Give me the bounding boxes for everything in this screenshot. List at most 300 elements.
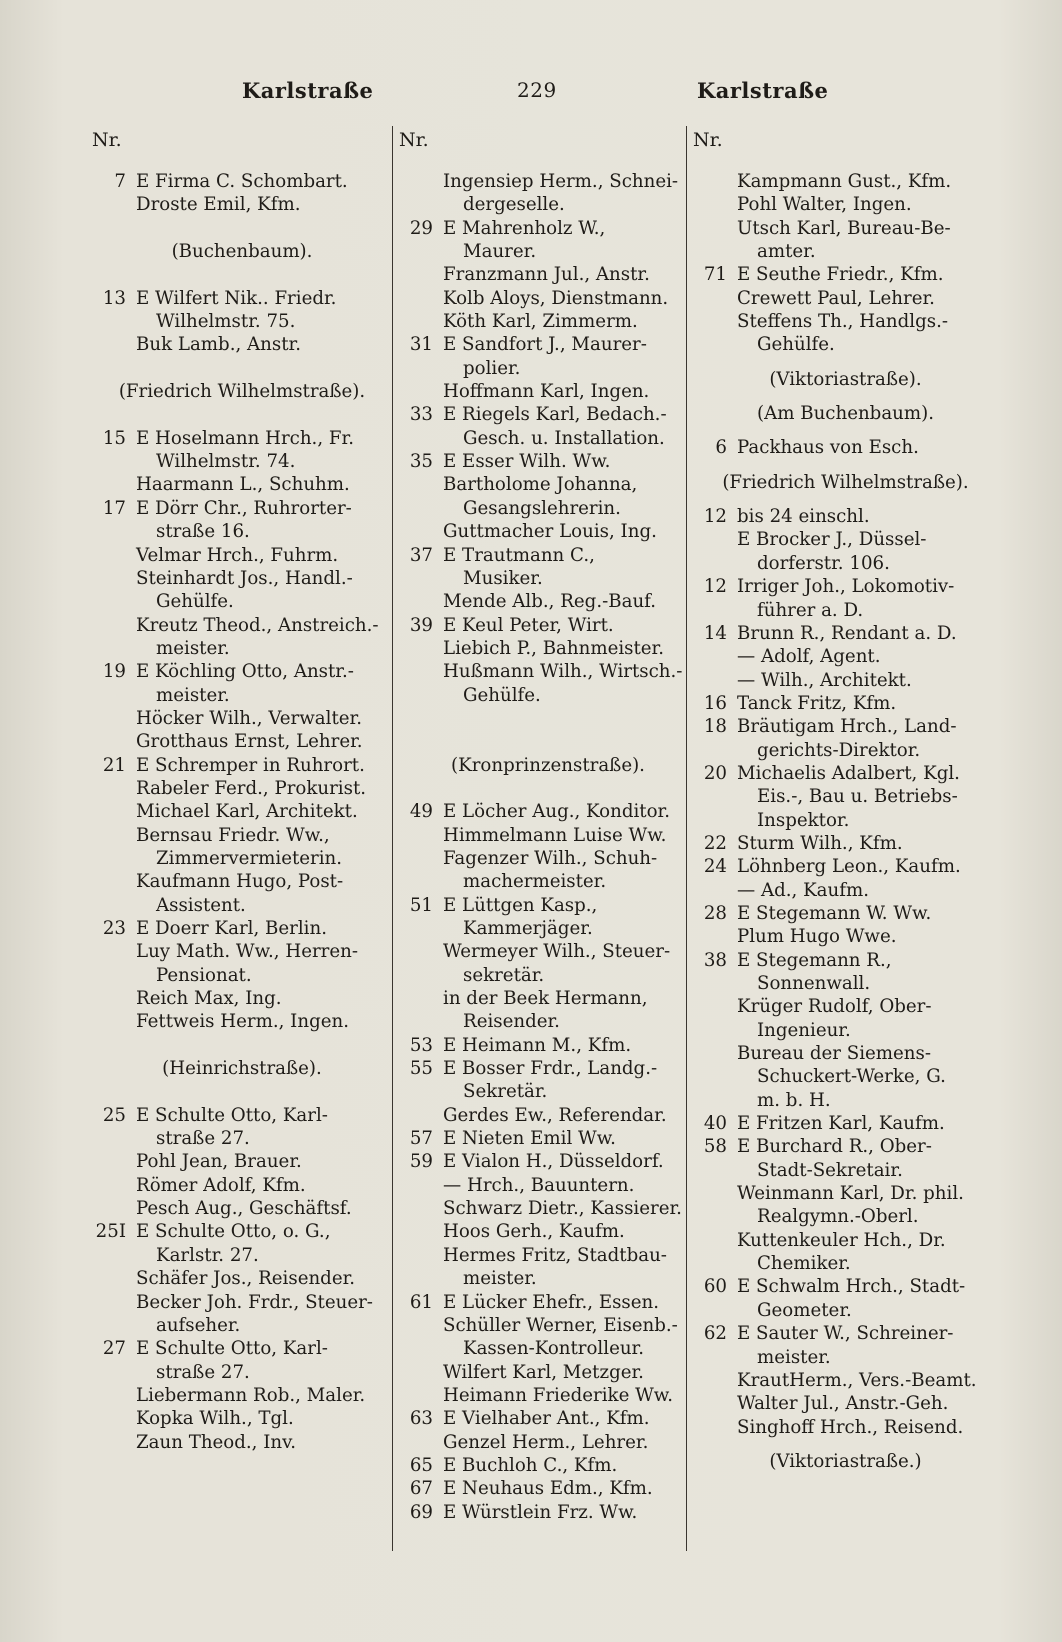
house-number: 71 bbox=[703, 264, 727, 286]
entry-text: meister. bbox=[156, 637, 230, 659]
directory-entry bbox=[92, 940, 392, 963]
spacer bbox=[399, 707, 697, 730]
directory-entry bbox=[693, 240, 998, 263]
entry-text: Höcker Wilh., Verwalter. bbox=[136, 707, 363, 729]
directory-entry bbox=[92, 1104, 392, 1127]
directory-entry bbox=[92, 987, 392, 1010]
entry-text: Maurer. bbox=[463, 241, 537, 263]
entry-text: Utsch Karl, Bureau-Be- bbox=[737, 217, 951, 239]
directory-entry bbox=[399, 1010, 697, 1033]
directory-entry bbox=[92, 1220, 392, 1243]
entry-text: Hoffmann Karl, Ingen. bbox=[443, 381, 650, 403]
entry-text: Gehülfe. bbox=[463, 684, 541, 706]
directory-entry bbox=[693, 193, 998, 216]
directory-entry bbox=[693, 1135, 998, 1158]
house-number: 31 bbox=[409, 334, 433, 356]
spacer bbox=[92, 357, 392, 380]
cross-street-heading bbox=[92, 380, 392, 403]
directory-entry bbox=[92, 1174, 392, 1197]
entry-text: meister. bbox=[156, 684, 230, 706]
entry-text: E Vialon H., Düsseldorf. bbox=[443, 1151, 664, 1173]
directory-entry bbox=[399, 403, 697, 426]
house-number: 33 bbox=[409, 404, 433, 426]
entry-text: Gehülfe. bbox=[757, 334, 835, 356]
entry-text: Hoos Gerh., Kaufm. bbox=[443, 1221, 625, 1243]
entry-text: Schwarz Dietr., Kassierer. bbox=[443, 1198, 682, 1220]
house-number: 15 bbox=[102, 427, 126, 449]
directory-entry bbox=[399, 567, 697, 590]
directory-entry bbox=[693, 715, 998, 738]
directory-entry bbox=[92, 1407, 392, 1430]
directory-entry bbox=[92, 1291, 392, 1314]
spacer bbox=[92, 1034, 392, 1057]
entry-text: E Doerr Karl, Berlin. bbox=[136, 918, 327, 939]
directory-entry bbox=[693, 902, 998, 925]
entry-text: Karlstr. 27. bbox=[156, 1244, 259, 1266]
directory-entry bbox=[399, 473, 697, 496]
spacer bbox=[92, 403, 392, 426]
directory-entry bbox=[399, 1244, 697, 1267]
entry-text: Heimann Friederike Ww. bbox=[443, 1384, 673, 1406]
house-number: 20 bbox=[703, 762, 727, 784]
directory-entry bbox=[399, 1454, 697, 1477]
running-header-left: Karlstraße bbox=[242, 78, 374, 103]
directory-entry bbox=[693, 599, 998, 622]
entry-text: Grotthaus Ernst, Lehrer. bbox=[136, 731, 363, 753]
entry-text: Realgymn.-Oberl. bbox=[757, 1206, 919, 1228]
directory-entry bbox=[693, 528, 998, 551]
house-number: 53 bbox=[409, 1034, 433, 1056]
entry-text: E Schulte Otto, Karl- bbox=[136, 1338, 328, 1360]
entry-text: — Adolf, Agent. bbox=[737, 646, 881, 668]
house-number: 12 bbox=[703, 506, 727, 528]
entry-text: Singhoff Hrch., Reisend. bbox=[737, 1416, 964, 1438]
entry-text: Liebermann Rob., Maler. bbox=[136, 1384, 366, 1406]
cross-street-name: (Am Buchenbaum). bbox=[756, 403, 935, 425]
spacer bbox=[693, 357, 998, 368]
house-number: 65 bbox=[409, 1454, 433, 1476]
entry-text: E Stegemann W. Ww. bbox=[737, 902, 932, 924]
directory-entry bbox=[693, 1089, 998, 1112]
directory-entry bbox=[693, 552, 998, 575]
directory-entry bbox=[399, 800, 697, 823]
directory-entry bbox=[92, 193, 392, 216]
directory-entry bbox=[399, 520, 697, 543]
directory-entry bbox=[399, 637, 697, 660]
entry-text: Löhnberg Leon., Kaufm. bbox=[737, 856, 961, 878]
spacer bbox=[92, 1080, 392, 1103]
directory-entry bbox=[399, 217, 697, 240]
cross-street-heading bbox=[693, 1450, 998, 1473]
directory-entry bbox=[92, 590, 392, 613]
entry-text: Weinmann Karl, Dr. phil. bbox=[737, 1183, 964, 1205]
house-number: 17 bbox=[102, 497, 126, 519]
house-number: 23 bbox=[102, 918, 126, 939]
entry-text: E Fritzen Karl, Kaufm. bbox=[737, 1113, 945, 1135]
entry-text: Bernsau Friedr. Ww., bbox=[136, 824, 330, 846]
entry-text: Packhaus von Esch. bbox=[737, 437, 919, 459]
entry-text: Köth Karl, Zimmerm. bbox=[443, 311, 638, 333]
column-1 bbox=[92, 126, 392, 1551]
entry-text: führer a. D. bbox=[757, 599, 864, 621]
entry-text: KrautHerm., Vers.-Beamt. bbox=[737, 1369, 977, 1391]
directory-entry bbox=[399, 870, 697, 893]
entry-text: E Neuhaus Edm., Kfm. bbox=[443, 1478, 653, 1500]
entry-text: Schäfer Jos., Reisender. bbox=[136, 1268, 356, 1290]
spacer bbox=[399, 777, 697, 800]
directory-entry bbox=[399, 1057, 697, 1080]
entry-text: Krüger Rudolf, Ober- bbox=[737, 996, 932, 1018]
directory-entry bbox=[399, 263, 697, 286]
house-number: 7 bbox=[114, 171, 126, 192]
directory-entry bbox=[92, 1127, 392, 1150]
spacer bbox=[399, 730, 697, 753]
spacer bbox=[693, 494, 998, 505]
entry-text: Zimmervermieterin. bbox=[156, 847, 343, 869]
directory-entry bbox=[92, 730, 392, 753]
entry-text: E Nieten Emil Ww. bbox=[443, 1128, 616, 1150]
house-number: 16 bbox=[703, 692, 727, 714]
house-number: 27 bbox=[102, 1338, 126, 1360]
entry-text: aufseher. bbox=[156, 1314, 241, 1336]
entry-text: Gesch. u. Installation. bbox=[463, 427, 665, 449]
directory-entry bbox=[693, 1042, 998, 1065]
directory-entry bbox=[399, 193, 697, 216]
entry-text: — Ad., Kaufm. bbox=[737, 879, 869, 901]
entry-text: E Lücker Ehefr., Essen. bbox=[443, 1291, 660, 1313]
house-number: 14 bbox=[703, 622, 727, 644]
directory-entry bbox=[92, 170, 392, 193]
directory-entry bbox=[693, 310, 998, 333]
entry-text: Kammerjäger. bbox=[463, 918, 593, 939]
entry-text: Liebich P., Bahnmeister. bbox=[443, 637, 665, 659]
entry-text: Brunn R., Rendant a. D. bbox=[737, 622, 957, 644]
directory-entry bbox=[399, 287, 697, 310]
entry-text: Wilfert Karl, Metzger. bbox=[443, 1361, 644, 1383]
house-number: 62 bbox=[703, 1323, 727, 1345]
entry-text: E Riegels Karl, Bedach.- bbox=[443, 404, 667, 426]
cross-street-name: (Friedrich Wilhelmstraße). bbox=[118, 381, 366, 403]
directory-entry bbox=[92, 1010, 392, 1033]
directory-entry bbox=[92, 707, 392, 730]
spacer bbox=[693, 1439, 998, 1450]
directory-entry bbox=[693, 832, 998, 855]
directory-entry bbox=[399, 1104, 697, 1127]
house-number: 69 bbox=[409, 1501, 433, 1523]
directory-entry bbox=[693, 1416, 998, 1439]
entry-text: Pesch Aug., Geschäftsf. bbox=[136, 1198, 352, 1220]
house-number: 24 bbox=[703, 856, 727, 878]
directory-entry bbox=[92, 870, 392, 893]
directory-entry bbox=[693, 1275, 998, 1298]
directory-entry bbox=[92, 1150, 392, 1173]
entry-text: E Hoselmann Hrch., Fr. bbox=[136, 427, 354, 449]
house-number: 25 bbox=[102, 1104, 126, 1126]
directory-entry bbox=[693, 1299, 998, 1322]
entry-text: Ingenieur. bbox=[757, 1019, 851, 1041]
entry-text: Zaun Theod., Inv. bbox=[136, 1431, 297, 1453]
entry-text: E Burchard R., Ober- bbox=[737, 1136, 932, 1158]
directory-entry bbox=[399, 1150, 697, 1173]
house-number: 55 bbox=[409, 1058, 433, 1080]
entry-text: E Seuthe Friedr., Kfm. bbox=[737, 264, 944, 286]
entry-text: Ingensiep Herm., Schnei- bbox=[443, 171, 679, 192]
directory-entry bbox=[399, 894, 697, 917]
entry-text: Becker Joh. Frdr., Steuer- bbox=[136, 1291, 373, 1313]
directory-entry bbox=[399, 310, 697, 333]
directory-entry bbox=[693, 622, 998, 645]
directory-entry bbox=[399, 660, 697, 683]
directory-entry bbox=[693, 1205, 998, 1228]
directory-entry bbox=[399, 1220, 697, 1243]
entry-text: E Trautmann C., bbox=[443, 544, 595, 566]
spacer bbox=[92, 263, 392, 286]
entry-text: E Buchloh C., Kfm. bbox=[443, 1454, 618, 1476]
directory-entry bbox=[92, 310, 392, 333]
directory-entry bbox=[92, 1267, 392, 1290]
entry-text: E Vielhaber Ant., Kfm. bbox=[443, 1408, 650, 1430]
spacer bbox=[693, 425, 998, 436]
entry-text: polier. bbox=[463, 357, 521, 379]
house-number: 38 bbox=[703, 949, 727, 971]
house-number: 28 bbox=[703, 902, 727, 924]
directory-entry bbox=[693, 645, 998, 668]
entry-text: E Mahrenholz W., bbox=[443, 217, 606, 239]
directory-entry bbox=[399, 614, 697, 637]
entry-text: Himmelmann Luise Ww. bbox=[443, 824, 667, 846]
entry-text: Genzel Herm., Lehrer. bbox=[443, 1431, 649, 1453]
directory-entry bbox=[399, 847, 697, 870]
cross-street-name: (Viktoriastraße). bbox=[769, 368, 922, 390]
entry-text: in der Beek Hermann, bbox=[443, 988, 648, 1010]
directory-entry bbox=[693, 1369, 998, 1392]
house-number: 21 bbox=[102, 754, 126, 776]
entry-text: E Würstlein Frz. Ww. bbox=[443, 1501, 638, 1523]
entry-text: Gerdes Ew., Referendar. bbox=[443, 1104, 667, 1126]
cross-street-heading bbox=[92, 1057, 392, 1080]
cross-street-heading bbox=[693, 402, 998, 425]
entry-text: Buk Lamb., Anstr. bbox=[136, 334, 302, 356]
entry-text: Pensionat. bbox=[156, 964, 252, 986]
entry-text: Sturm Wilh., Kfm. bbox=[737, 832, 903, 854]
directory-entry bbox=[693, 669, 998, 692]
house-number: 61 bbox=[409, 1291, 433, 1313]
entry-text: Mende Alb., Reg.-Bauf. bbox=[443, 591, 657, 613]
directory-entry bbox=[399, 1361, 697, 1384]
entry-text: Guttmacher Louis, Ing. bbox=[443, 521, 657, 543]
directory-entry bbox=[693, 1346, 998, 1369]
cross-street-heading bbox=[693, 368, 998, 391]
entry-text: E Schulte Otto, o. G., bbox=[136, 1221, 331, 1243]
entry-text: amter. bbox=[757, 241, 816, 263]
entry-text: Hußmann Wilh., Wirtsch.- bbox=[443, 661, 683, 683]
entry-text: Eis.-, Bau u. Betriebs- bbox=[757, 786, 958, 808]
entry-text: Kampmann Gust., Kfm. bbox=[737, 171, 952, 192]
directory-entry bbox=[399, 684, 697, 707]
entry-text: Luy Math. Ww., Herren- bbox=[136, 941, 358, 963]
entry-text: Schuckert-Werke, G. bbox=[757, 1066, 946, 1088]
spacer bbox=[92, 217, 392, 240]
directory-entry bbox=[693, 170, 998, 193]
house-number: 58 bbox=[703, 1136, 727, 1158]
column-nr-label: Nr. bbox=[399, 129, 429, 151]
entry-text: Bräutigam Hrch., Land- bbox=[737, 716, 957, 738]
directory-entry bbox=[92, 684, 392, 707]
entry-text: Fagenzer Wilh., Schuh- bbox=[443, 847, 658, 869]
entry-text: Kassen-Kontrolleur. bbox=[463, 1338, 645, 1360]
house-number: 57 bbox=[409, 1128, 433, 1150]
directory-entry bbox=[92, 847, 392, 870]
entry-text: dorferstr. 106. bbox=[757, 552, 890, 574]
directory-entry bbox=[693, 1182, 998, 1205]
directory-entry bbox=[92, 1197, 392, 1220]
directory-entry bbox=[399, 590, 697, 613]
entry-text: gerichts-Direktor. bbox=[757, 739, 921, 761]
entry-text: m. b. H. bbox=[757, 1089, 831, 1111]
directory-entry bbox=[693, 333, 998, 356]
entry-text: Bureau der Siemens- bbox=[737, 1043, 931, 1065]
directory-entry bbox=[399, 1501, 697, 1524]
directory-entry bbox=[399, 824, 697, 847]
directory-entry bbox=[399, 333, 697, 356]
house-number: 37 bbox=[409, 544, 433, 566]
entry-text: E Löcher Aug., Konditor. bbox=[443, 801, 671, 823]
entry-text: E Heimann M., Kfm. bbox=[443, 1034, 632, 1056]
entry-text: Reich Max, Ing. bbox=[136, 988, 282, 1010]
entry-text: Wilhelmstr. 74. bbox=[156, 451, 296, 473]
directory-entry bbox=[399, 940, 697, 963]
entry-text: Pohl Jean, Brauer. bbox=[136, 1151, 302, 1173]
directory-entry bbox=[92, 450, 392, 473]
directory-entry bbox=[693, 949, 998, 972]
cross-street-name: (Buchenbaum). bbox=[171, 241, 313, 263]
directory-entry bbox=[92, 287, 392, 310]
directory-entry bbox=[693, 263, 998, 286]
directory-entry bbox=[92, 1384, 392, 1407]
directory-entry bbox=[693, 972, 998, 995]
directory-entry bbox=[693, 995, 998, 1018]
entry-text: Kopka Wilh., Tgl. bbox=[136, 1408, 294, 1430]
directory-entry bbox=[399, 1127, 697, 1150]
directory-entry bbox=[399, 427, 697, 450]
directory-entry bbox=[399, 1314, 697, 1337]
entry-text: sekretär. bbox=[463, 964, 545, 986]
cross-street-name: (Friedrich Wilhelmstraße). bbox=[722, 471, 969, 493]
house-number: 13 bbox=[102, 287, 126, 309]
entry-text: Hermes Fritz, Stadtbau- bbox=[443, 1244, 667, 1266]
entry-text: Schüller Werner, Eisenb.- bbox=[443, 1314, 678, 1336]
house-number: 67 bbox=[409, 1478, 433, 1500]
entry-text: dergeselle. bbox=[463, 194, 565, 216]
entry-text: Stadt-Sekretair. bbox=[757, 1159, 903, 1181]
house-number: 12 bbox=[703, 576, 727, 598]
page-number: 229 bbox=[517, 78, 557, 102]
directory-entry bbox=[399, 1080, 697, 1103]
directory-entry bbox=[92, 1314, 392, 1337]
entry-text: straße 16. bbox=[156, 521, 250, 543]
directory-entry bbox=[92, 497, 392, 520]
cross-street-name: (Kronprinzenstraße). bbox=[451, 754, 645, 776]
directory-entry bbox=[693, 925, 998, 948]
directory-entry bbox=[399, 1337, 697, 1360]
entry-text: Fettweis Herm., Ingen. bbox=[136, 1011, 349, 1033]
directory-entry bbox=[399, 1197, 697, 1220]
column-3 bbox=[686, 126, 998, 1551]
column-2 bbox=[392, 126, 697, 1551]
entry-text: E Bosser Frdr., Landg.- bbox=[443, 1058, 658, 1080]
directory-entry bbox=[399, 450, 697, 473]
entry-text: Sekretär. bbox=[463, 1081, 548, 1103]
cross-street-heading bbox=[92, 240, 392, 263]
cross-street-heading bbox=[693, 471, 998, 494]
house-number: 39 bbox=[409, 614, 433, 636]
directory-entry bbox=[693, 739, 998, 762]
entry-text: E Esser Wilh. Ww. bbox=[443, 451, 611, 473]
directory-entry bbox=[399, 964, 697, 987]
entry-text: straße 27. bbox=[156, 1361, 250, 1383]
entry-text: Franzmann Jul., Anstr. bbox=[443, 264, 650, 286]
entry-text: E Sandfort J., Maurer- bbox=[443, 334, 647, 356]
directory-entry bbox=[399, 1174, 697, 1197]
directory-entry bbox=[693, 1112, 998, 1135]
directory-entry bbox=[92, 1431, 392, 1454]
directory-entry bbox=[693, 762, 998, 785]
house-number: 59 bbox=[409, 1151, 433, 1173]
house-number: 60 bbox=[703, 1276, 727, 1298]
entry-text: E Firma C. Schombart. bbox=[136, 171, 348, 192]
directory-entry bbox=[693, 1019, 998, 1042]
house-number: 63 bbox=[409, 1408, 433, 1430]
directory-entry bbox=[399, 1431, 697, 1454]
directory-entry bbox=[399, 1407, 697, 1430]
column-nr-label: Nr. bbox=[92, 129, 122, 151]
entry-text: Velmar Hrch., Fuhrm. bbox=[136, 544, 339, 566]
directory-entry bbox=[693, 879, 998, 902]
directory-entry bbox=[92, 1337, 392, 1360]
entry-text: Kreutz Theod., Anstreich.- bbox=[136, 614, 379, 636]
directory-entry bbox=[92, 473, 392, 496]
cross-street-name: (Heinrichstraße). bbox=[162, 1058, 322, 1080]
directory-entry bbox=[693, 505, 998, 528]
entry-text: Chemiker. bbox=[757, 1253, 851, 1275]
entry-text: Walter Jul., Anstr.-Geh. bbox=[737, 1393, 949, 1415]
directory-entry bbox=[92, 614, 392, 637]
entry-text: Tanck Fritz, Kfm. bbox=[737, 692, 897, 714]
entry-text: Reisender. bbox=[463, 1011, 560, 1033]
entry-text: Kaufmann Hugo, Post- bbox=[136, 871, 344, 893]
directory-entry bbox=[92, 637, 392, 660]
entry-text: machermeister. bbox=[463, 871, 607, 893]
directory-entry bbox=[92, 754, 392, 777]
directory-entry bbox=[693, 1322, 998, 1345]
house-number: 25I bbox=[95, 1221, 126, 1243]
directory-entry bbox=[92, 917, 392, 940]
directory-entry bbox=[92, 567, 392, 590]
spacer bbox=[693, 460, 998, 471]
entry-text: Michaelis Adalbert, Kgl. bbox=[737, 762, 960, 784]
directory-entry bbox=[92, 333, 392, 356]
directory-entry bbox=[399, 170, 697, 193]
entry-text: meister. bbox=[463, 1268, 537, 1290]
directory-entry bbox=[92, 520, 392, 543]
directory-entry bbox=[399, 1267, 697, 1290]
entry-text: Gehülfe. bbox=[156, 591, 234, 613]
spacer bbox=[693, 391, 998, 402]
directory-entry bbox=[92, 544, 392, 567]
entry-text: — Wilh., Architekt. bbox=[737, 669, 912, 691]
directory-entry bbox=[92, 894, 392, 917]
entry-text: Kolb Aloys, Dienstmann. bbox=[443, 287, 669, 309]
